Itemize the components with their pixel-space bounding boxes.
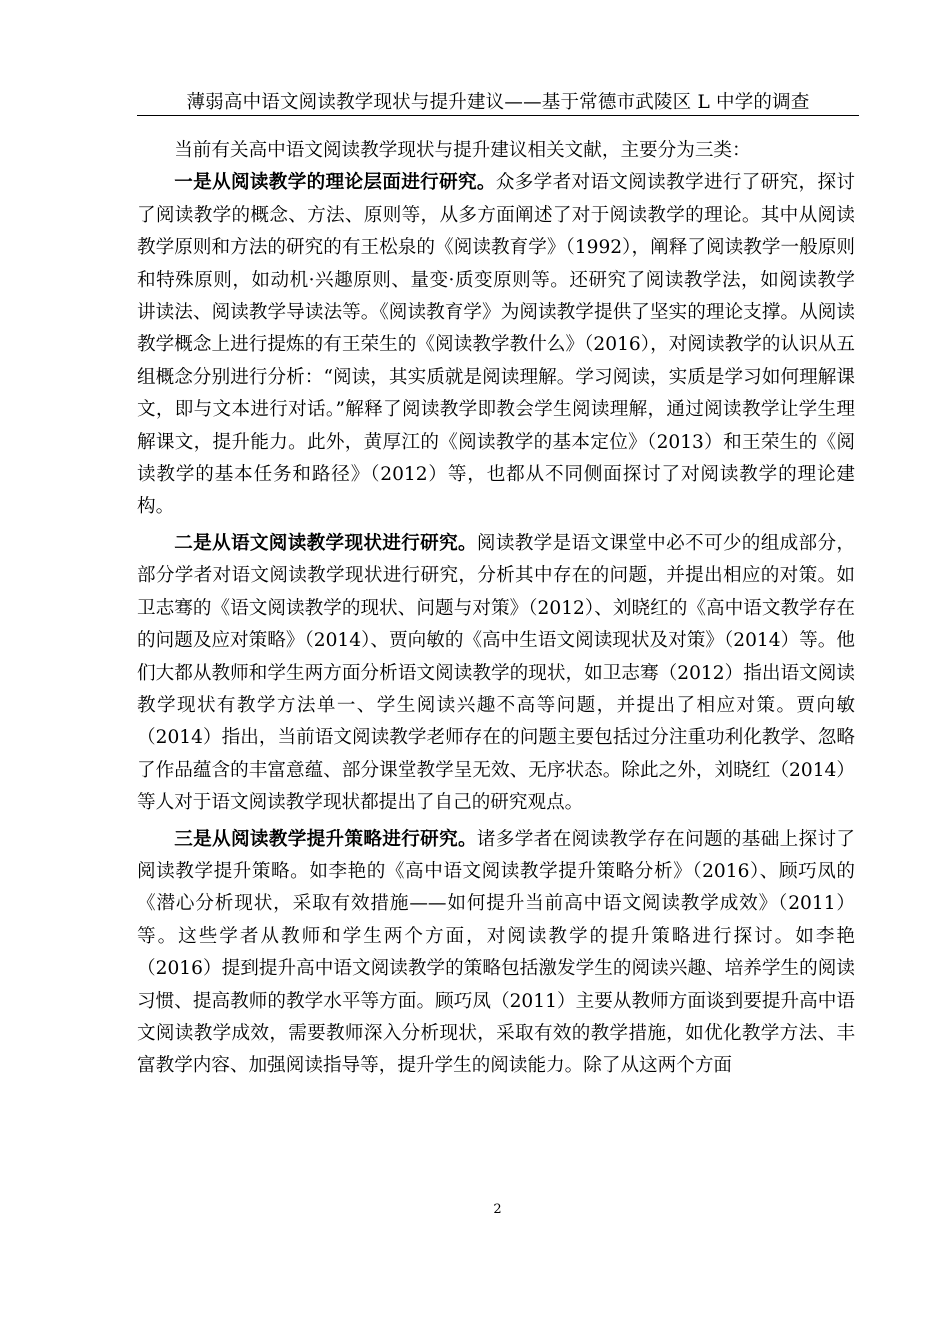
paragraph-lead: 一是从阅读教学的理论层面进行研究。 (174, 172, 496, 194)
paragraph-body: 阅读教学是语文课堂中必不可少的组成部分，部分学者对语文阅读教学现状进行研究，分析其中存在的问题，并提出相应的对策。如卫志骞的《语文阅读教学的现状、问题与对策》（2012）、刘晓红的《高中语文教学存在的问题及应对策略》（2014）、贾向敏的《高中生语文阅读现状及对策》（2014）等。他们大都从教师和学生两方面分析语文阅读教学的现状，如卫志骞（2012）指出语文阅读教学现状有教学方法单一、学生阅读兴趣不高等问题，并提出了相应对策。贾向敏（2014）指出，当前语文阅读教学老师存在的问题主要包括过分注重功利化教学、忽略了作品蕴含的丰富意蕴、部分课堂教学呈无效、无序状态。除此之外，刘晓红（2014）等人对于语文阅读教学现状都提出了自己的研究观点。 (137, 532, 855, 814)
paragraph-lead: 三是从阅读教学提升策略进行研究。 (174, 828, 477, 850)
paragraph-theory (137, 167, 855, 523)
paragraph-body: 众多学者对语文阅读教学进行了研究，探讨了阅读教学的概念、方法、原则等，从多方面阐述了对于阅读教学的理论。其中从阅读教学原则和方法的研究的有王松泉的《阅读教育学》（1992），阐释了阅读教学一般原则和特殊原则，如动机·兴趣原则、量变·质变原则等。还研究了阅读教学法，如阅读教学讲读法、阅读教学导读法等。《阅读教育学》为阅读教学提供了坚实的理论支撑。从阅读教学概念上进行提炼的有王荣生的《阅读教学教什么》（2016），对阅读教学的认识从五组概念分别进行分析：“阅读，其实质就是阅读理解。学习阅读，实质是学习如何理解课文，即与文本进行对话。”解释了阅读教学即教会学生阅读理解，通过阅读教学让学生理解课文，提升能力。此外，黄厚江的《阅读教学的基本定位》（2013）和王荣生的《阅读教学的基本任务和路径》（2012）等，也都从不同侧面探讨了对阅读教学的理论建构。 (137, 172, 855, 518)
header-rule (137, 115, 859, 116)
running-header: 薄弱高中语文阅读教学现状与提升建议——基于常德市武陵区 L 中学的调查 (186, 92, 810, 113)
paragraph-strategy (137, 824, 855, 1083)
paragraph-status (137, 528, 855, 820)
paragraph-lead: 二是从语文阅读教学现状进行研究。 (174, 532, 477, 554)
page-number: 2 (493, 1202, 502, 1217)
body-text (137, 135, 855, 1083)
intro-paragraph: 当前有关高中语文阅读教学现状与提升建议相关文献，主要分为三类： (174, 140, 751, 161)
paragraph-body: 诸多学者在阅读教学存在问题的基础上探讨了阅读教学提升策略。如李艳的《高中语文阅读教学提升策略分析》（2016）、顾巧凤的《潜心分析现状，采取有效措施——如何提升当前高中语文阅读教学成效》（2011）等。这些学者从教师和学生两个方面，对阅读教学的提升策略进行探讨。如李艳（2016）提到提升高中语文阅读教学的策略包括激发学生的阅读兴趣、培养学生的阅读习惯、提高教师的教学水平等方面。顾巧凤（2011）主要从教师方面谈到要提升高中语文阅读教学成效，需要教师深入分析现状，采取有效的教学措施，如优化教学方法、丰富教学内容、加强阅读指导等，提升学生的阅读能力。除了从这两个方面 (137, 828, 855, 1077)
